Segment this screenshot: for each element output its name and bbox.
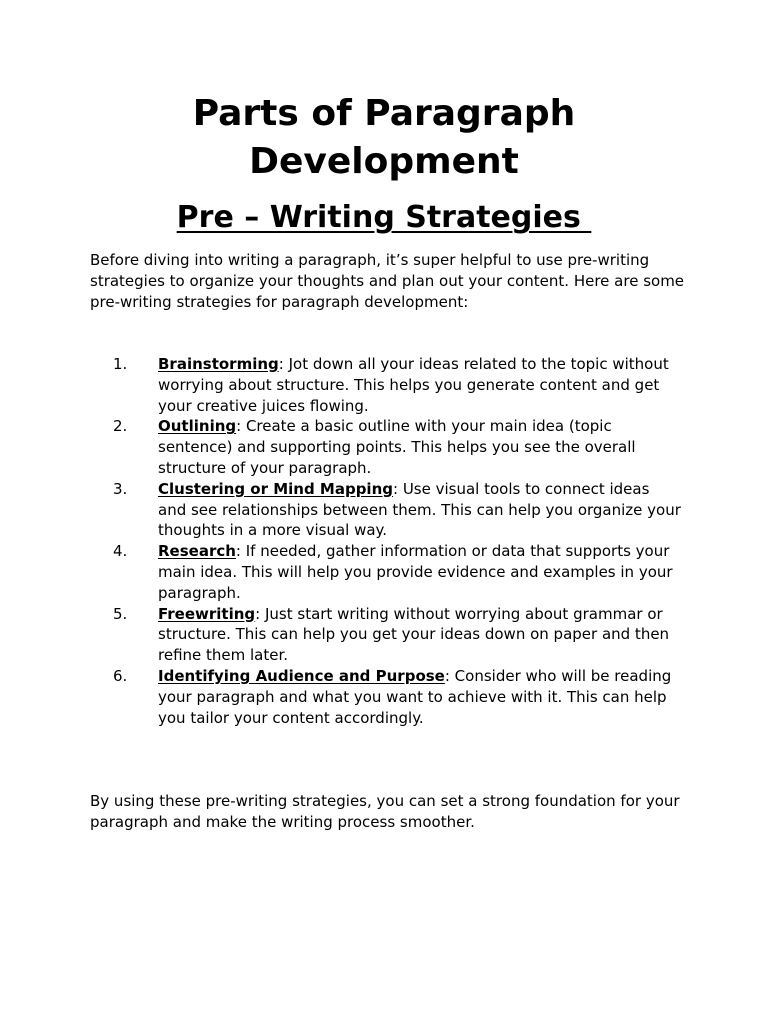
title-line-2: Development xyxy=(249,141,519,182)
list-item-term: Identifying Audience and Purpose xyxy=(158,666,445,685)
list-item xyxy=(0,479,768,541)
list-item-number: 4. xyxy=(113,542,128,561)
list-item-term: Brainstorming xyxy=(158,355,279,373)
list-item-number: 3. xyxy=(113,479,128,498)
section-subtitle xyxy=(0,198,768,238)
list-item-term: Clustering or Mind Mapping xyxy=(158,479,393,498)
list-item-text: : Just start writing without worrying about grammar or structure. This can help you get your ideas down on paper and then refine them later. xyxy=(158,604,670,665)
intro-paragraph: Before diving into writing a paragraph, it’s super helpful to use pre-writing strategies to organize your thoughts and plan out your content. Here are some pre-writing strategies for paragraph development: xyxy=(90,251,685,311)
list-item-text: : Jot down all your ideas related to the topic without worrying about structure. This helps you generate content and get your creative juices flowing. xyxy=(158,355,669,415)
subtitle-text: Pre – Writing Strategies xyxy=(176,200,592,235)
list-item-text: : If needed, gather information or data that supports your main idea. This will help you provide evidence and examples in your paragraph. xyxy=(158,542,673,602)
list-item-term: Freewriting xyxy=(158,604,256,623)
list-item-number: 1. xyxy=(113,355,128,373)
list-item-text: : Consider who will be reading your paragraph and what you want to achieve with it. This can help you tailor your content accordingly. xyxy=(158,666,672,727)
list-item xyxy=(0,604,768,666)
list-item xyxy=(0,541,768,603)
list-item-number: 6. xyxy=(113,666,128,685)
list-item xyxy=(0,416,768,478)
list-item-number: 5. xyxy=(113,604,128,623)
list-item xyxy=(0,666,768,728)
list-item-term: Outlining xyxy=(158,417,237,436)
strategy-list xyxy=(0,354,768,728)
list-item xyxy=(0,354,768,416)
title-line-1: Parts of Paragraph xyxy=(192,93,576,134)
list-item-text: : Use visual tools to connect ideas and see relationships between them. This can help you organize your thoughts in a more visual way. xyxy=(158,479,681,540)
conclusion-paragraph: By using these pre-writing strategies, you can set a strong foundation for your paragraph and make the writing process smoother. xyxy=(90,792,680,831)
list-item-number: 2. xyxy=(113,417,128,436)
list-item-term: Research xyxy=(158,542,236,561)
page-title xyxy=(0,90,768,186)
list-item-text: : Create a basic outline with your main idea (topic sentence) and supporting points. This helps you see the overall structure of your paragraph. xyxy=(158,417,636,477)
